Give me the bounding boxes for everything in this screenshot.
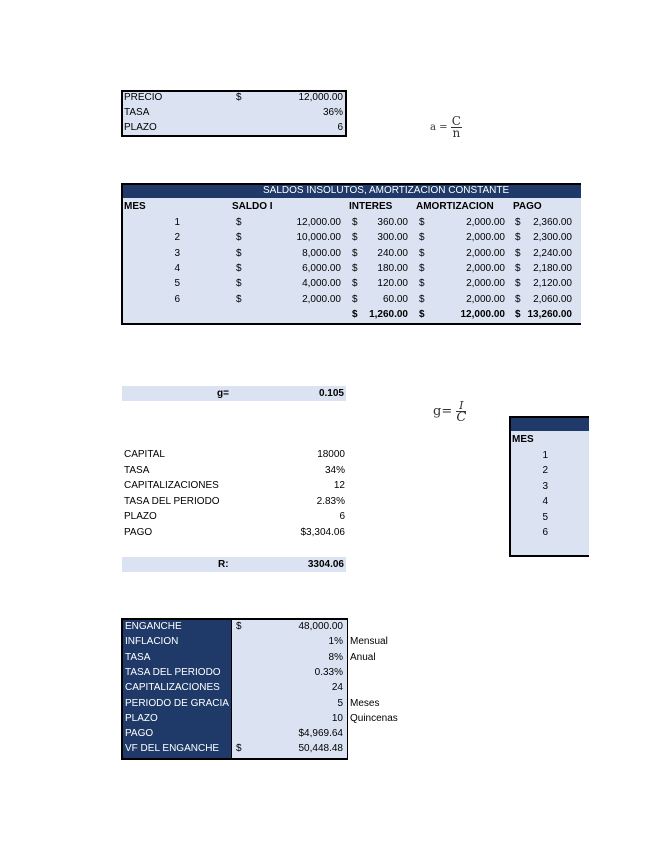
right-row-mes: 4 <box>542 496 548 508</box>
row-pago-currency: $ <box>515 262 521 274</box>
capital-value: 12 <box>333 480 345 491</box>
enganche-value: 24 <box>331 682 343 694</box>
formula-a-lhs: a = <box>430 122 448 133</box>
g-label: g= <box>217 388 229 399</box>
precio-label: PRECIO <box>124 92 163 103</box>
row-interes-currency: $ <box>352 278 358 290</box>
row-pago-currency: $ <box>515 293 521 305</box>
enganche-currency: $ <box>236 743 242 755</box>
right-header-mes: MES <box>512 434 534 445</box>
enganche-note: Meses <box>350 697 380 709</box>
row-amort-currency: $ <box>419 262 425 274</box>
saldos-title: SALDOS INSOLUTOS, AMORTIZACION CONSTANTE <box>263 185 510 196</box>
row-pago-currency: $ <box>515 232 521 244</box>
row-saldo: 4,000.00 <box>302 278 341 290</box>
precio-value: 12,000.00 <box>298 92 343 103</box>
enganche-value: $4,969.64 <box>298 728 343 740</box>
row-interes: 360.00 <box>377 217 408 228</box>
row-pago: 2,060.00 <box>533 293 572 305</box>
total-pago: 13,260.00 <box>527 309 572 320</box>
row-amort: 2,000.00 <box>466 232 505 244</box>
row-interes-currency: $ <box>352 232 358 244</box>
right-row-mes: 5 <box>542 511 548 523</box>
row-interes: 240.00 <box>377 247 408 259</box>
enganche-note: Mensual <box>350 636 388 648</box>
capital-label: TASA <box>124 464 150 476</box>
row-pago: 2,300.00 <box>533 232 572 244</box>
enganche-label: PAGO <box>125 728 154 740</box>
row-amort-currency: $ <box>419 247 425 259</box>
row-amort-currency: $ <box>419 232 425 244</box>
capital-label: PLAZO <box>124 511 157 522</box>
right-row-mes: 1 <box>542 450 548 461</box>
right-row-mes: 6 <box>542 527 548 538</box>
formula-g-num: I <box>456 400 466 412</box>
formula-g-fraction <box>456 400 466 423</box>
enganche-currency: $ <box>236 621 242 632</box>
row-pago: 2,120.00 <box>533 278 572 290</box>
enganche-label: TASA <box>125 651 151 663</box>
formula-g-den: C <box>456 410 467 425</box>
row-pago-currency: $ <box>515 278 521 290</box>
enganche-value: 0.33% <box>314 666 343 678</box>
row-interes: 60.00 <box>382 293 408 305</box>
precio-currency: $ <box>236 92 242 103</box>
capital-label: CAPITAL <box>124 449 165 460</box>
r-label: R: <box>218 559 229 570</box>
row-saldo-currency: $ <box>236 232 242 244</box>
capital-value: 34% <box>324 464 345 476</box>
enganche-label: CAPITALIZACIONES <box>125 682 220 694</box>
enganche-label: PLAZO <box>125 712 158 724</box>
row-saldo-currency: $ <box>236 293 242 305</box>
header-interes: INTERES <box>349 201 393 212</box>
row-pago: 2,180.00 <box>533 262 572 274</box>
row-saldo-currency: $ <box>236 262 242 274</box>
row-mes: 6 <box>174 293 180 305</box>
row-interes-currency: $ <box>352 247 358 259</box>
enganche-value: 10 <box>331 712 343 724</box>
row-amort-currency: $ <box>419 293 425 305</box>
enganche-label: ENGANCHE <box>125 621 182 632</box>
row-saldo: 8,000.00 <box>302 247 341 259</box>
formula-a-num: C <box>451 114 461 128</box>
capital-value: 6 <box>339 511 345 522</box>
row-pago: 2,240.00 <box>533 247 572 259</box>
enganche-value: 1% <box>328 636 343 648</box>
row-interes: 180.00 <box>377 262 408 274</box>
capital-value: 2.83% <box>316 495 345 507</box>
formula-g <box>433 400 466 423</box>
total-amort-currency: $ <box>419 309 425 320</box>
enganche-label: VF DEL ENGANCHE <box>125 743 220 755</box>
row-amort: 2,000.00 <box>466 217 505 228</box>
row-saldo: 10,000.00 <box>296 232 341 244</box>
formula-a-fraction <box>451 116 462 139</box>
row-saldo: 12,000.00 <box>296 217 341 228</box>
row-saldo-currency: $ <box>236 217 242 228</box>
plazo-value: 6 <box>337 122 343 133</box>
capital-label: CAPITALIZACIONES <box>124 480 219 491</box>
formula-a-den: n <box>452 126 461 140</box>
row-mes: 5 <box>174 278 180 290</box>
row-interes-currency: $ <box>352 293 358 305</box>
header-saldo: SALDO I <box>232 201 273 212</box>
enganche-note: Quincenas <box>350 712 398 724</box>
total-amort: 12,000.00 <box>460 309 505 320</box>
enganche-label: PERIODO DE GRACIA <box>125 697 229 709</box>
total-pago-currency: $ <box>515 309 521 320</box>
enganche-value: 5 <box>337 697 343 709</box>
right-row-mes: 3 <box>542 480 548 492</box>
header-amort: AMORTIZACION <box>416 201 494 212</box>
row-mes: 1 <box>174 217 180 228</box>
row-amort-currency: $ <box>419 278 425 290</box>
row-saldo: 6,000.00 <box>302 262 341 274</box>
row-pago: 2,360.00 <box>533 217 572 228</box>
formula-a <box>430 116 462 139</box>
header-pago: PAGO <box>513 201 542 212</box>
capital-label: PAGO <box>124 526 153 538</box>
total-interes: 1,260.00 <box>369 309 408 320</box>
row-saldo: 2,000.00 <box>302 293 341 305</box>
row-saldo-currency: $ <box>236 278 242 290</box>
row-pago-currency: $ <box>515 217 521 228</box>
r-value: 3304.06 <box>307 559 344 570</box>
tasa-label: TASA <box>124 107 150 118</box>
capital-value: 18000 <box>317 449 345 460</box>
row-interes-currency: $ <box>352 217 358 228</box>
row-interes: 300.00 <box>377 232 408 244</box>
row-saldo-currency: $ <box>236 247 242 259</box>
enganche-note: Anual <box>350 651 376 663</box>
right-table-title-bar <box>511 418 589 431</box>
enganche-value: 50,448.48 <box>298 743 343 755</box>
enganche-value: 8% <box>328 651 343 663</box>
row-amort-currency: $ <box>419 217 425 228</box>
row-amort: 2,000.00 <box>466 278 505 290</box>
g-value: 0.105 <box>318 388 344 399</box>
enganche-label: INFLACION <box>125 636 179 648</box>
row-mes: 3 <box>174 247 180 259</box>
row-amort: 2,000.00 <box>466 262 505 274</box>
row-interes: 120.00 <box>377 278 408 290</box>
enganche-label: TASA DEL PERIODO <box>125 666 221 678</box>
row-interes-currency: $ <box>352 262 358 274</box>
total-interes-currency: $ <box>352 309 358 320</box>
plazo-label: PLAZO <box>124 122 157 133</box>
header-mes: MES <box>124 201 146 212</box>
formula-g-lhs: g= <box>433 404 453 419</box>
right-row-mes: 2 <box>542 465 548 477</box>
row-amort: 2,000.00 <box>466 247 505 259</box>
row-mes: 4 <box>174 262 180 274</box>
row-mes: 2 <box>174 232 180 244</box>
row-amort: 2,000.00 <box>466 293 505 305</box>
tasa-value: 36% <box>322 107 343 118</box>
capital-value: $3,304.06 <box>300 526 345 538</box>
row-pago-currency: $ <box>515 247 521 259</box>
capital-label: TASA DEL PERIODO <box>124 495 220 507</box>
enganche-value: 48,000.00 <box>298 621 343 632</box>
